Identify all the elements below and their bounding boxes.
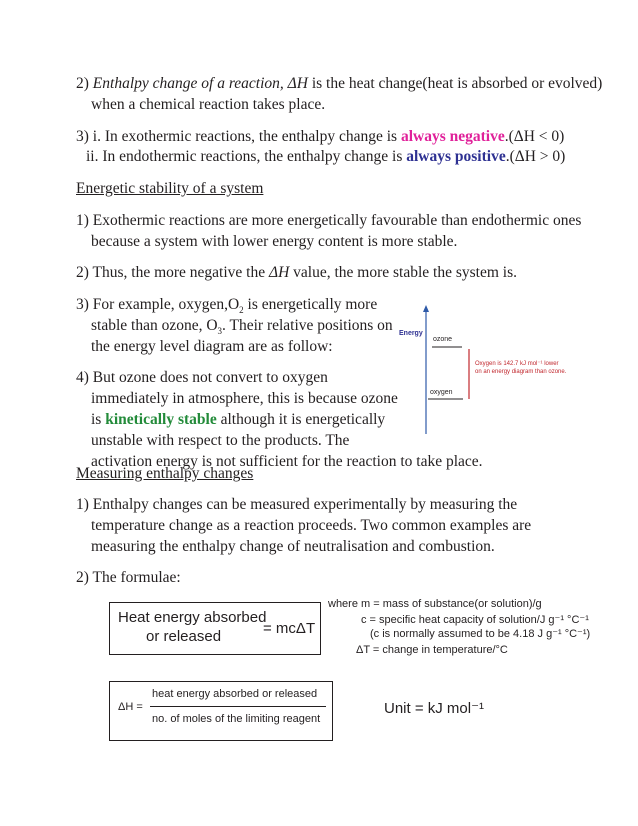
point-3-text-end: is energetically more <box>243 296 378 313</box>
item-number: 2) <box>76 75 89 92</box>
formula2-numerator: heat energy absorbed or released <box>152 688 318 700</box>
legend-specific-heat-note: (c is normally assumed to be 4.18 J g⁻¹ °C⁻¹) <box>370 628 591 640</box>
exothermic-statement <box>76 126 564 147</box>
stability-point-4-line5: activation energy is not sufficient for the reaction to take place. <box>91 453 483 470</box>
exothermic-condition: .(ΔH < 0) <box>504 128 565 145</box>
enthalpy-change-definition <box>76 73 602 94</box>
stability-point-4-line2: immediately in atmosphere, this is because ozone <box>91 390 398 407</box>
point-3-line2-end: . Their relative positions on <box>222 317 393 334</box>
exothermic-text: 3) i. In exothermic reactions, the enthalpy change is <box>76 128 398 145</box>
endothermic-text: ii. In endothermic reactions, the enthalpy change is <box>86 148 403 165</box>
always-negative-highlight: always negative <box>400 128 505 145</box>
always-positive-highlight: always positive <box>406 148 506 165</box>
stability-point-4-line4: unstable with respect to the products. The <box>91 432 350 449</box>
stability-point-1: 1) Exothermic reactions are more energetically favourable than endothermic ones <box>76 212 582 229</box>
heading-measuring-enthalpy: Measuring enthalpy changes <box>76 465 254 482</box>
legend-temperature-change: ΔT = change in temperature/°C <box>356 644 508 656</box>
endothermic-statement <box>76 146 565 167</box>
measuring-point-2: 2) The formulae: <box>76 569 181 586</box>
stability-point-4: 4) But ozone does not convert to oxygen <box>76 369 328 386</box>
stability-point-4-line3 <box>76 409 385 430</box>
legend-mass: where m = mass of substance(or solution)/g <box>328 598 542 610</box>
formula1-rhs: = mcΔT <box>263 620 316 637</box>
heat-energy-formula-box <box>109 602 321 655</box>
ozone-label: ozone <box>433 336 453 343</box>
formula1-lhs-line1: Heat energy absorbed <box>118 609 267 626</box>
arrow-up-icon <box>423 305 429 312</box>
energy-axis-label: Energy <box>399 330 423 337</box>
measuring-point-1: 1) Enthalpy changes can be measured experimentally by measuring the <box>76 496 518 513</box>
energy-difference-note-line2: on an energy diagram than ozone. <box>475 369 567 375</box>
stability-point-3-line3: the energy level diagram are as follow: <box>91 338 333 355</box>
delta-h-symbol: ΔH <box>287 75 308 92</box>
formula2-denominator: no. of moles of the limiting reagent <box>152 713 321 725</box>
formula2-lhs: ΔH = <box>118 701 143 713</box>
measuring-point-1-line2: temperature change as a reaction proceeds. Two common examples are <box>91 517 532 534</box>
point-3-text: 3) For example, oxygen,O <box>76 296 240 313</box>
point-4-text-end: although it is energetically <box>220 411 386 428</box>
delta-h-formula-box <box>109 681 333 741</box>
oxygen-label: oxygen <box>430 389 453 396</box>
kinetically-stable-highlight: kinetically stable <box>105 411 217 428</box>
measuring-point-1-line3: measuring the enthalpy change of neutralisation and combustion. <box>91 538 495 555</box>
point-2-text: 2) Thus, the more negative the <box>76 264 266 281</box>
endothermic-condition: .(ΔH > 0) <box>505 148 566 165</box>
legend-specific-heat: c = specific heat capacity of solution/J g⁻¹ °C⁻¹ <box>361 614 589 626</box>
energy-level-diagram <box>395 300 595 440</box>
heading-energetic-stability: Energetic stability of a system <box>76 180 264 197</box>
point-2-text-end: value, the more stable the system is. <box>293 264 517 281</box>
enthalpy-unit: Unit = kJ mol⁻¹ <box>384 700 485 717</box>
energy-difference-note-line1: Oxygen is 142.7 kJ mol⁻¹ lower <box>475 361 559 367</box>
delta-h-symbol: ΔH <box>268 264 290 281</box>
definition-text: is the heat change(heat is absorbed or evolved) <box>311 75 603 92</box>
subscript-2: 2 <box>239 305 244 316</box>
stability-point-1-line2: because a system with lower energy content is more stable. <box>91 233 458 250</box>
point-4-text: is <box>91 411 102 428</box>
stability-point-2 <box>76 262 517 283</box>
formula1-lhs-line2: or released <box>146 628 222 645</box>
fraction-bar <box>150 706 326 707</box>
term-enthalpy-change: Enthalpy change of a reaction, <box>92 75 284 92</box>
enthalpy-change-definition-line2: when a chemical reaction takes place. <box>91 96 326 113</box>
point-3-line2-text: stable than ozone, O <box>91 317 218 334</box>
subscript-3: 3 <box>217 326 223 337</box>
